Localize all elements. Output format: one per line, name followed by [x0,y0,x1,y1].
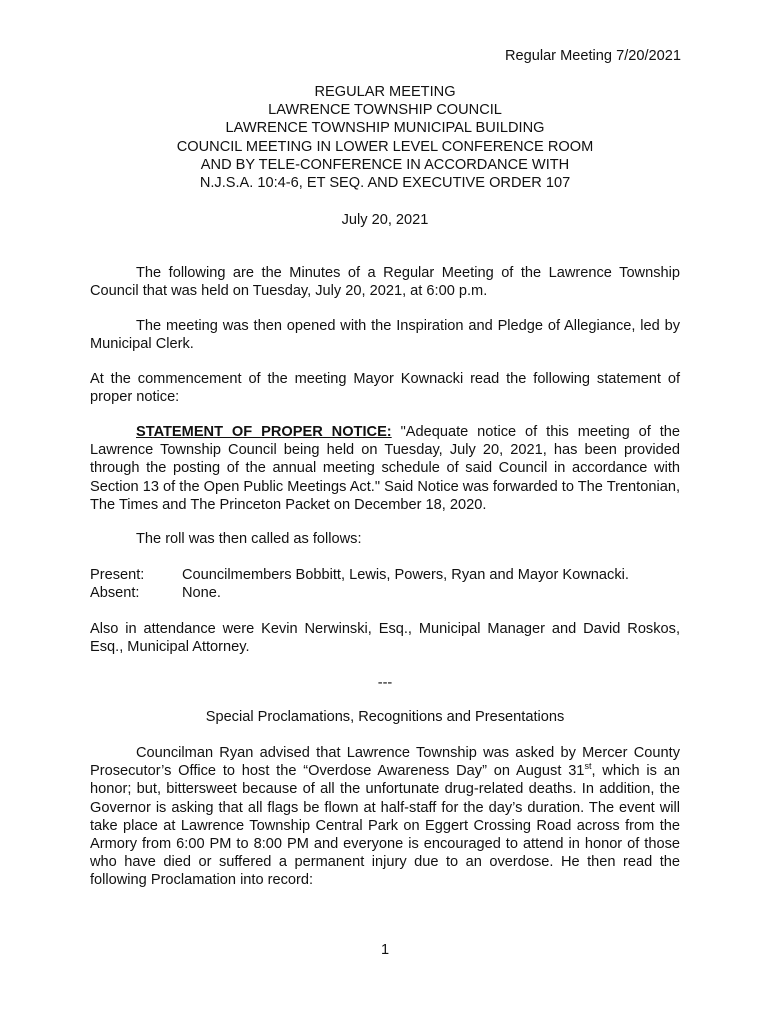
proper-notice-text: "Adequate notice of this meeting of the Lawrence Township Council being held on Tuesday, July 20, 2021, has been provided through the posting of the annual meeting schedule of said Council in accordance with Section 13 of the Open Public Meetings Act." Said Notice was forwarded to The Trentonian, The Times and The Princeton Packet on December 18, 2020. [90,424,680,513]
commencement-paragraph: At the commencement of the meeting Mayor Kownacki read the following statement of proper notice: [90,371,680,406]
proper-notice-paragraph [90,423,680,514]
attendance-list [90,566,680,602]
title-line: REGULAR MEETING [314,84,456,100]
roll-call-paragraph: The roll was then called as follows: [136,531,362,547]
document-title [90,83,680,192]
running-header: Regular Meeting 7/20/2021 [504,48,681,64]
meeting-date: July 20, 2021 [341,212,429,228]
absent-row [90,584,680,602]
proclamation-text-part1: Councilman Ryan advised that Lawrence Township was asked by Mercer County Prosecutor’s Office to host the “Overdose Awareness Day” on August 31 [90,745,680,780]
ordinal-suffix: st [584,761,592,772]
section-separator: --- [377,675,393,691]
title-line: LAWRENCE TOWNSHIP COUNCIL [268,102,502,119]
proper-notice-label: STATEMENT OF PROPER NOTICE: [136,424,392,440]
proclamation-paragraph [90,744,680,890]
title-line: COUNCIL MEETING IN LOWER LEVEL CONFERENCE ROOM [176,138,594,155]
present-label: Present: [90,567,145,583]
present-value: Councilmembers Bobbitt, Lewis, Powers, Ryan and Mayor Kownacki. [182,567,629,583]
also-attending-paragraph: Also in attendance were Kevin Nerwinski, Esq., Municipal Manager and David Roskos, Esq., Municipal Attorney. [90,621,680,656]
section-heading: Special Proclamations, Recognitions and Presentations [205,709,565,725]
proclamation-text-part2: , which is an honor; but, bittersweet because of all the unfortunate drug-related deaths. In addition, the Governor is asking that all flags be flown at half-staff for the day’s duration. The event will take place at Lawrence Township Central Park on Eggert Crossing Road across from the Armory from 6:00 PM to 8:00 PM and everyone is encouraged to attend in honor of those who have died or suffered a permanent injury due to an overdose. He then read the following Proclamation into record: [90,763,680,889]
present-row [90,566,680,584]
opening-paragraph: The meeting was then opened with the Inspiration and Pledge of Allegiance, led by Municipal Clerk. [90,318,680,353]
page-number: 1 [380,942,390,958]
title-line: LAWRENCE TOWNSHIP MUNICIPAL BUILDING [225,120,545,137]
absent-value: None. [182,585,221,602]
title-line: AND BY TELE-CONFERENCE IN ACCORDANCE WITH [200,156,570,173]
title-line: N.J.S.A. 10:4-6, ET SEQ. AND EXECUTIVE ORDER 107 [199,175,571,192]
minutes-intro-paragraph: The following are the Minutes of a Regular Meeting of the Lawrence Township Council that was held on Tuesday, July 20, 2021, at 6:00 p.m. [90,265,680,300]
absent-label: Absent: [90,585,140,602]
